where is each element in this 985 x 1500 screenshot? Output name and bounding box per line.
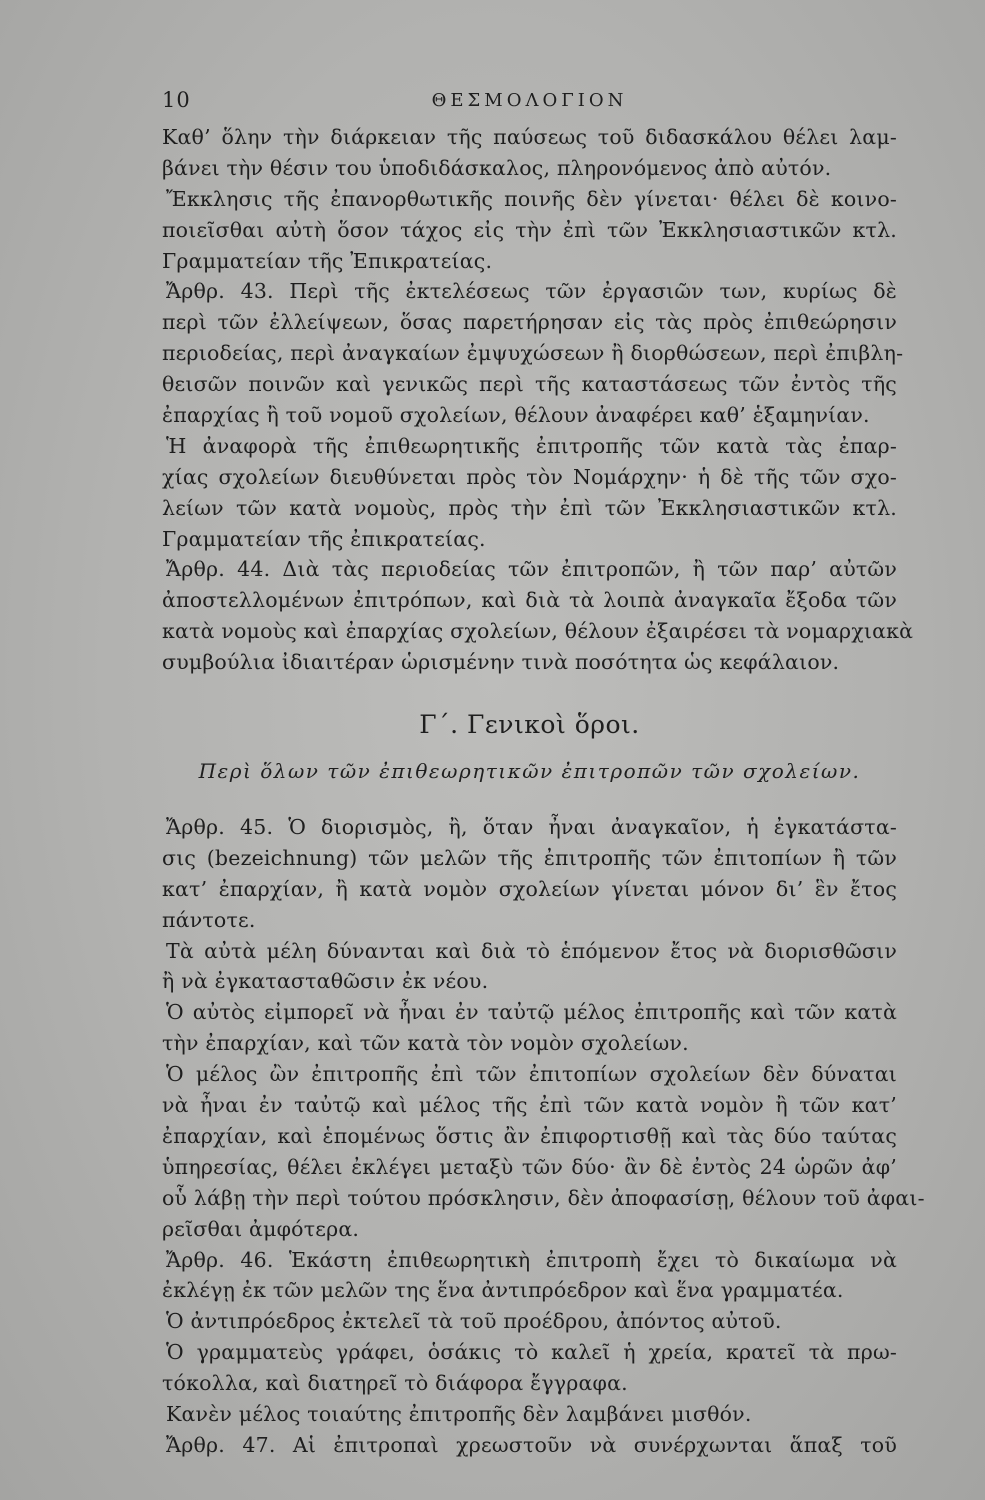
text-line: Ἡ ἀναφορὰ τῆς ἐπιθεωρητικῆς ἐπιτροπῆς τῶν κατὰ τὰς ἐπαρ-	[166, 433, 897, 458]
text-line: Ὁ ἀντιπρόεδρος ἐκτελεῖ τὰ τοῦ προέδρου, ἀπόντος αὐτοῦ.	[166, 1309, 782, 1334]
text-line: ἐπαρχίας ἢ τοῦ νομοῦ σχολείων, θέλουν ἀναφέρει καθ’ ἑξαμηνίαν.	[162, 403, 870, 428]
text-line: κατὰ νομοὺς καὶ ἐπαρχίας σχολείων, θέλουν ἐξαιρέσει τὰ νομαρχιακὰ	[162, 619, 914, 644]
text-line: συμβούλια ἰδιαιτέραν ὡρισμένην τινὰ ποσότητα ὡς κεφάλαιον.	[162, 650, 840, 675]
text-line: τόκολλα, καὶ διατηρεῖ τὸ διάφορα ἔγγραφα.	[162, 1371, 628, 1396]
text-line: ρεῖσθαι ἀμφότερα.	[162, 1216, 360, 1241]
text-line: τὴν ἐπαρχίαν, καὶ τῶν κατὰ τὸν νομὸν σχολείων.	[162, 1031, 689, 1056]
text-line: Ἔκκλησις τῆς ἐπανορθωτικῆς ποινῆς δὲν γίνεται· θέλει δὲ κοινο-	[166, 186, 897, 211]
text-line: θεισῶν ποινῶν καὶ γενικῶς περὶ τῆς καταστάσεως τῶν ἐντὸς τῆς	[162, 372, 897, 397]
text-line: χίας σχολείων διευθύνεται πρὸς τὸν Νομάρχην· ἡ δὲ τῆς τῶν σχο-	[162, 464, 897, 489]
page-body	[162, 122, 925, 1461]
text-line: περὶ τῶν ἐλλείψεων, ὅσας παρετήρησαν εἰς τὰς πρὸς ἐπιθεώρησιν	[162, 310, 897, 335]
text-line: σις (bezeichnung) τῶν μελῶν τῆς ἐπιτροπῆς τῶν ἐπιτοπίων ἢ τῶν	[162, 845, 897, 870]
text-line: οὗ λάβῃ τὴν περὶ τούτου πρόσκλησιν, δὲν ἀποφασίσῃ, θέλουν τοῦ ἀφαι-	[162, 1185, 925, 1210]
text-line: περιοδείας, περὶ ἀναγκαίων ἐμψυχώσεων ἢ διορθώσεων, περὶ ἐπιβλη-	[162, 341, 904, 366]
text-line: Γραμματείαν τῆς ἐπικρατείας.	[162, 526, 486, 551]
text-line: βάνει τὴν θέσιν του ὑποδιδάσκαλος, πληρονόμενος ἀπὸ αὐτόν.	[162, 155, 832, 180]
text-line: Ἄρθρ. 43. Περὶ τῆς ἐκτελέσεως τῶν ἐργασιῶν των, κυρίως δὲ	[166, 279, 897, 304]
text-line: Ἄρθρ. 44. Διὰ τὰς περιοδείας τῶν ἐπιτροπῶν, ἢ τῶν παρ’ αὐτῶν	[166, 557, 897, 582]
text-line: Ὁ γραμματεὺς γράφει, ὁσάκις τὸ καλεῖ ἡ χρεία, κρατεῖ τὰ πρω-	[166, 1340, 897, 1365]
text-line: Ὁ αὐτὸς εἰμπορεῖ νὰ ἦναι ἐν ταὐτῷ μέλος ἐπιτροπῆς καὶ τῶν κατὰ	[166, 1000, 897, 1025]
text-line: πάντοτε.	[162, 907, 256, 932]
text-line: Τὰ αὐτὰ μέλη δύνανται καὶ διὰ τὸ ἑπόμενον ἔτος νὰ διορισθῶσιν	[166, 938, 897, 963]
page-header	[162, 88, 897, 120]
text-line: Γραμματείαν τῆς Ἐπικρατείας.	[162, 248, 493, 273]
text-line: ἀποστελλομένων ἐπιτρόπων, καὶ διὰ τὰ λοιπὰ ἀναγκαῖα ἔξοδα τῶν	[162, 588, 897, 613]
text-line: ποιεῖσθαι αὐτὴ ὅσον τάχος εἰς τὴν ἐπὶ τῶν Ἐκκλησιαστικῶν κτλ.	[162, 217, 897, 242]
section-subheading: Περὶ ὅλων τῶν ἐπιθεωρητικῶν ἐπιτροπῶν τῶν σχολείων.	[198, 759, 861, 784]
text-line: ἢ νὰ ἐγκατασταθῶσιν ἐκ νέου.	[162, 969, 489, 994]
text-line: κατ’ ἐπαρχίαν, ἢ κατὰ νομὸν σχολείων γίνεται μόνον δι’ ἓν ἔτος	[162, 876, 897, 901]
text-line: Ἄρθρ. 46. Ἑκάστη ἐπιθεωρητικὴ ἐπιτροπὴ ἔχει τὸ δικαίωμα νὰ	[166, 1247, 897, 1272]
running-title: ΘΕΣΜΟΛΟΓΙΟΝ	[431, 90, 628, 111]
text-line: λείων τῶν κατὰ νομοὺς, πρὸς τὴν ἐπὶ τῶν Ἐκκλησιαστικῶν κτλ.	[162, 495, 897, 520]
text-line: Κανὲν μέλος τοιαύτης ἐπιτροπῆς δὲν λαμβάνει μισθόν.	[166, 1401, 752, 1426]
text-line: Καθ’ ὅλην τὴν διάρκειαν τῆς παύσεως τοῦ διδασκάλου θέλει λαμ-	[162, 125, 897, 149]
section-heading: Γ΄. Γενικοὶ ὅροι.	[419, 710, 640, 740]
text-line: νὰ ἦναι ἐν ταὐτῷ καὶ μέλος τῆς ἐπὶ τῶν κατὰ νομὸν ἢ τῶν κατ’	[162, 1093, 897, 1118]
text-line: ὑπηρεσίας, θέλει ἐκλέγει μεταξὺ τῶν δύο· ἂν δὲ ἐντὸς 24 ὡρῶν ἀφ’	[162, 1154, 897, 1179]
text-line: Ὁ μέλος ὢν ἐπιτροπῆς ἐπὶ τῶν ἐπιτοπίων σχολείων δὲν δύναται	[166, 1062, 897, 1087]
text-line: Ἄρθρ. 47. Αἱ ἐπιτροπαὶ χρεωστοῦν νὰ συνέρχωνται ἅπαξ τοῦ	[166, 1432, 897, 1457]
text-line: Ἄρθρ. 45. Ὁ διορισμὸς, ἢ, ὅταν ἦναι ἀναγκαῖον, ἡ ἐγκατάστα-	[166, 815, 897, 840]
text-line: ἐπαρχίαν, καὶ ἑπομένως ὅστις ἂν ἐπιφορτισθῇ καὶ τὰς δύο ταύτας	[162, 1123, 897, 1148]
page-number: 10	[162, 88, 191, 112]
text-line: ἐκλέγῃ ἐκ τῶν μελῶν της ἕνα ἀντιπρόεδρον καὶ ἕνα γραμματέα.	[162, 1278, 844, 1303]
